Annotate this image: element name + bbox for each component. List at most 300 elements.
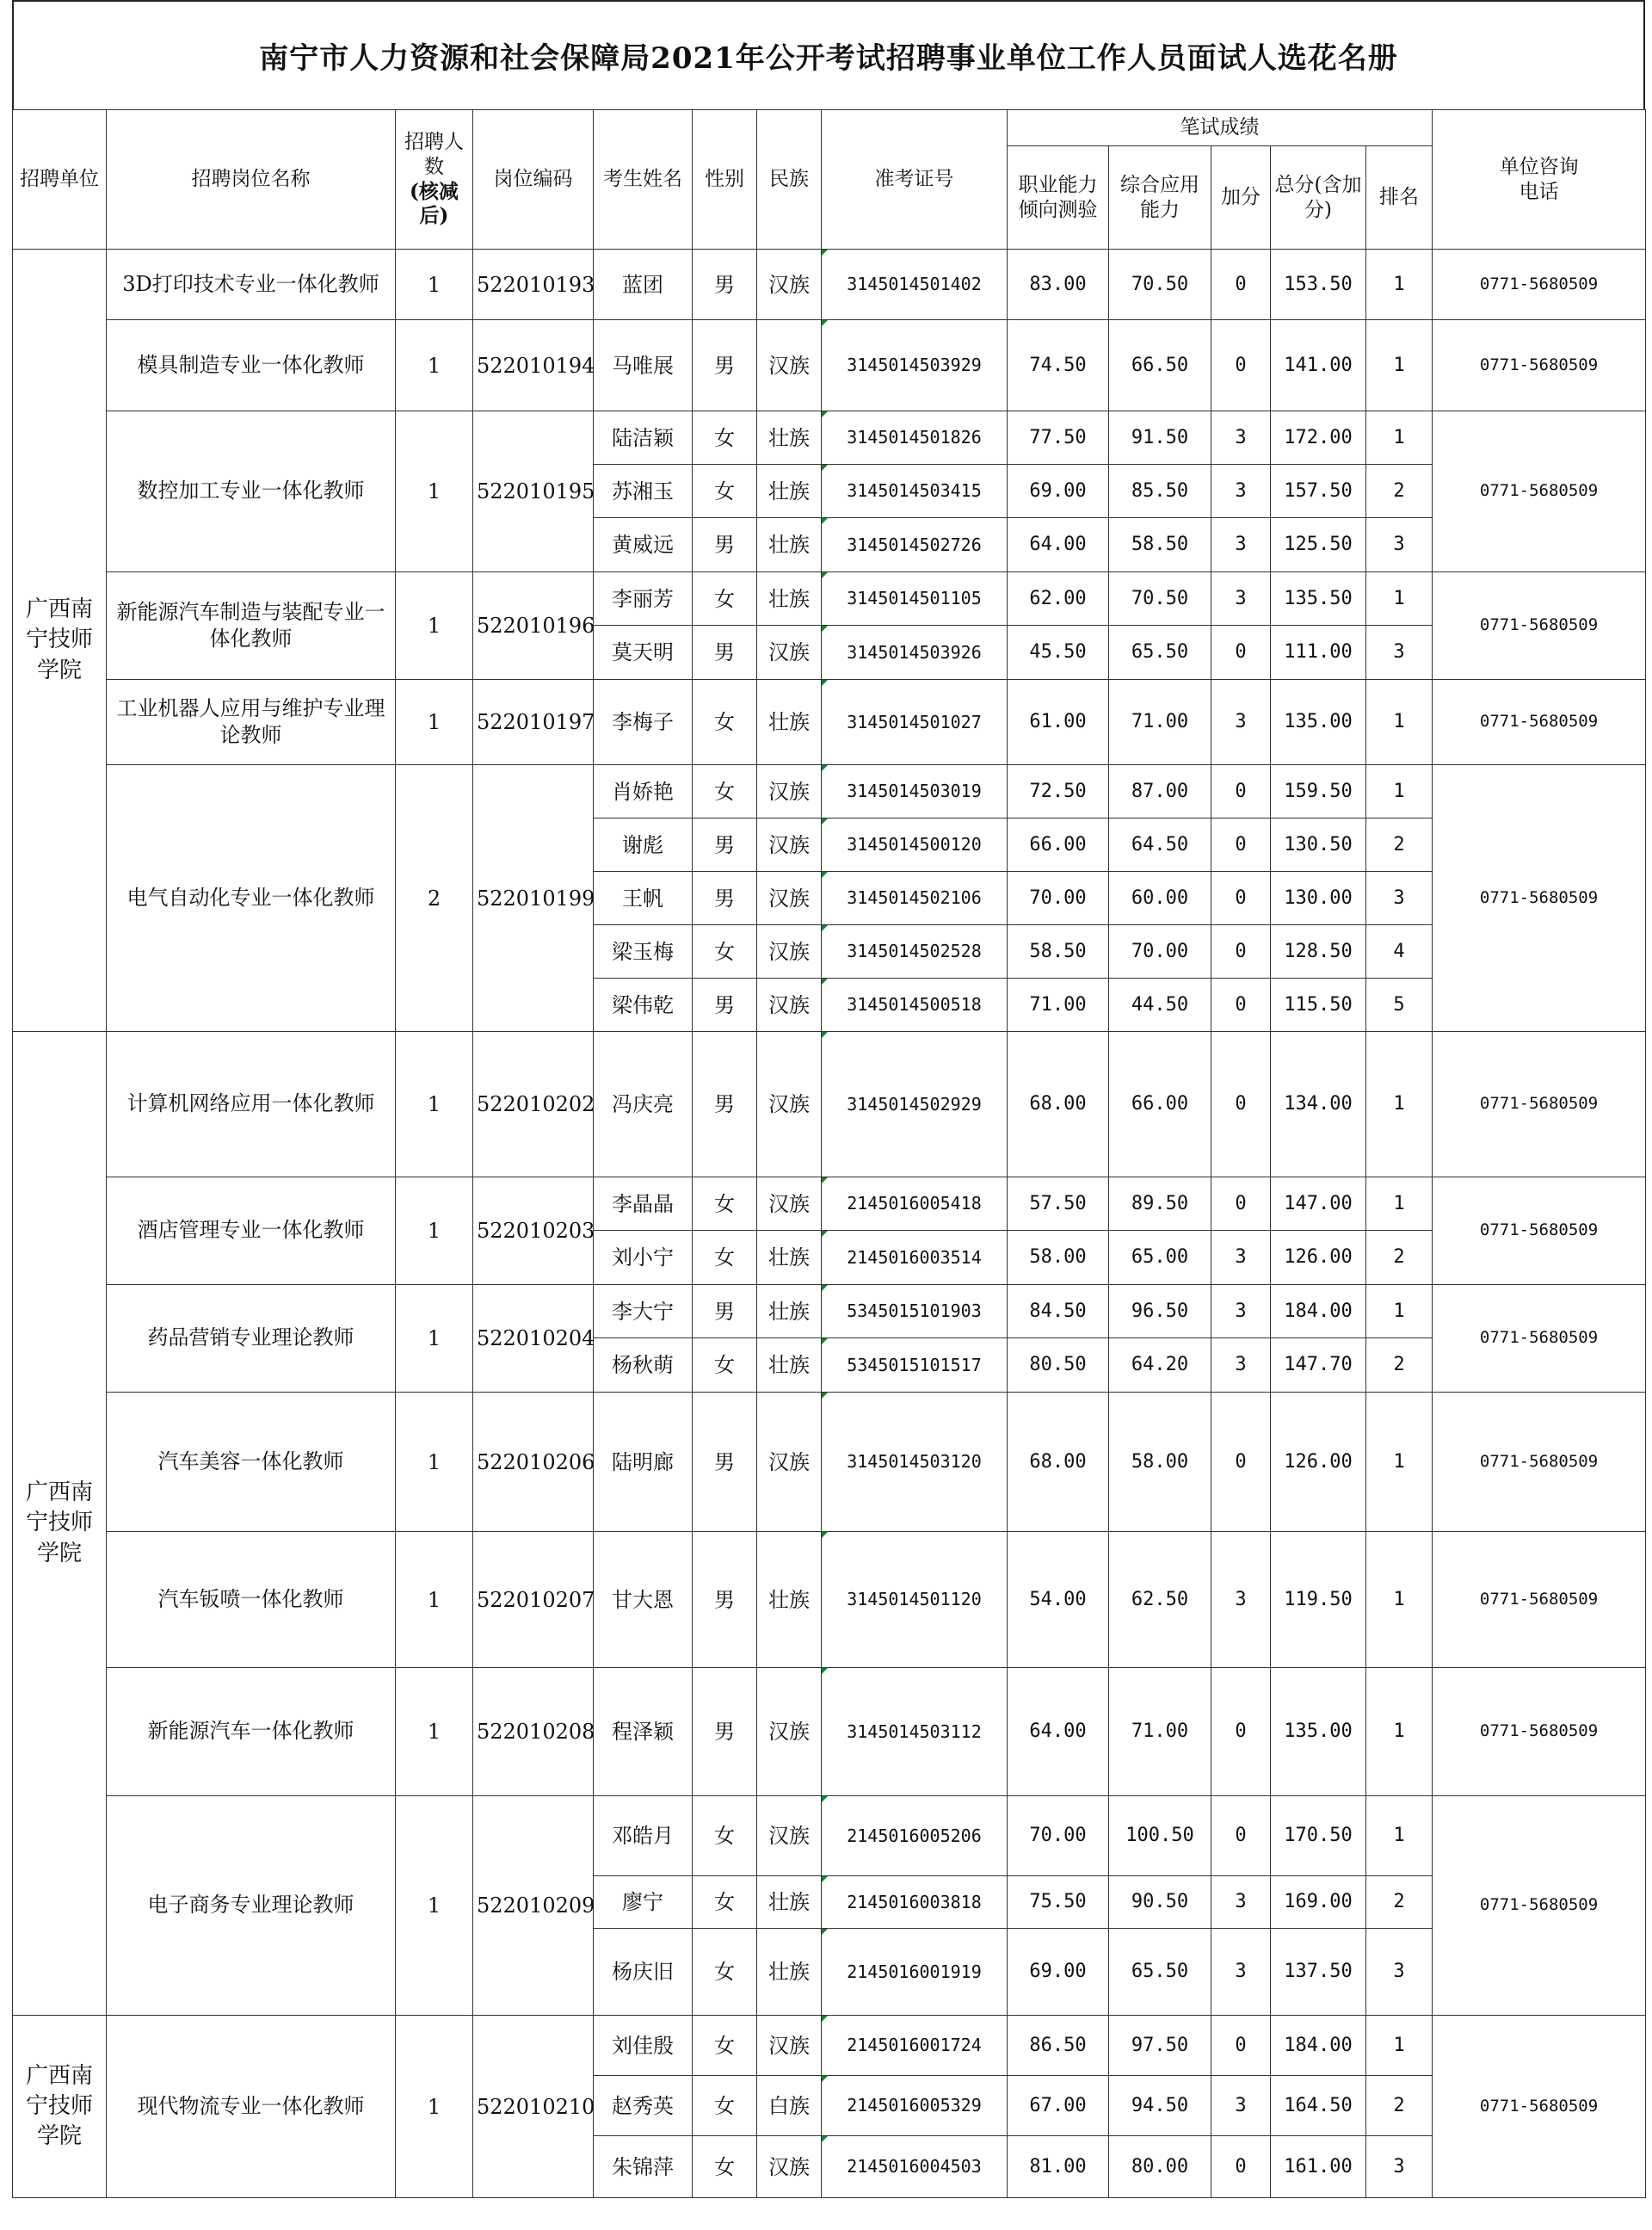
hire-count-cell: 1	[396, 680, 473, 765]
applied-score-cell: 62.50	[1109, 1532, 1211, 1668]
ticket-number-cell: 3145014503112	[822, 1668, 1008, 1796]
rank-cell: 1	[1366, 1177, 1433, 1231]
rank-cell: 1	[1366, 1393, 1433, 1532]
gender-cell: 男	[693, 1668, 757, 1796]
table-row	[13, 1032, 1646, 1177]
header-written-score: 笔试成绩	[1008, 110, 1433, 146]
applied-score-cell: 87.00	[1109, 765, 1211, 818]
position-code-cell: 522010204	[473, 1285, 594, 1393]
total-score-cell: 161.00	[1271, 2136, 1366, 2198]
position-title-cell: 电子商务专业理论教师	[107, 1796, 396, 2016]
applied-score-cell: 96.50	[1109, 1285, 1211, 1338]
table-header	[13, 110, 1646, 250]
ethnicity-cell: 壮族	[757, 1532, 822, 1668]
ticket-number-cell: 3145014503929	[822, 320, 1008, 411]
table-row	[13, 1177, 1646, 1231]
gender-cell: 女	[693, 1231, 757, 1285]
applied-score-cell: 97.50	[1109, 2016, 1211, 2076]
applied-score-cell: 80.00	[1109, 2136, 1211, 2198]
applied-score-cell: 64.20	[1109, 1338, 1211, 1393]
candidate-name-cell: 李丽芳	[594, 572, 693, 626]
total-score-cell: 170.50	[1271, 1796, 1366, 1876]
aptitude-score-cell: 62.00	[1008, 572, 1109, 626]
total-score-cell: 119.50	[1271, 1532, 1366, 1668]
bonus-score-cell: 0	[1211, 1668, 1271, 1796]
applied-score-cell: 94.50	[1109, 2076, 1211, 2136]
candidate-name-cell: 李大宁	[594, 1285, 693, 1338]
hire-count-cell: 1	[396, 1668, 473, 1796]
hire-count-cell: 1	[396, 2016, 473, 2198]
candidate-name-cell: 刘佳殷	[594, 2016, 693, 2076]
table-row	[13, 250, 1646, 320]
applied-score-cell: 85.50	[1109, 465, 1211, 518]
candidate-name-cell: 谢彪	[594, 818, 693, 872]
gender-cell: 男	[693, 320, 757, 411]
aptitude-score-cell: 70.00	[1008, 872, 1109, 925]
ticket-number-cell: 3145014500120	[822, 818, 1008, 872]
candidate-name-cell: 杨庆旧	[594, 1929, 693, 2016]
gender-cell: 女	[693, 680, 757, 765]
bonus-score-cell: 3	[1211, 411, 1271, 465]
ethnicity-cell: 汉族	[757, 250, 822, 320]
ticket-number-cell: 3145014503120	[822, 1393, 1008, 1532]
total-score-cell: 137.50	[1271, 1929, 1366, 2016]
ethnicity-cell: 汉族	[757, 765, 822, 818]
aptitude-score-cell: 57.50	[1008, 1177, 1109, 1231]
ticket-number-cell: 3145014502106	[822, 872, 1008, 925]
contact-phone-cell: 0771-5680509	[1433, 250, 1646, 320]
rank-cell: 3	[1366, 2136, 1433, 2198]
position-title-cell: 电气自动化专业一体化教师	[107, 765, 396, 1032]
aptitude-score-cell: 58.00	[1008, 1231, 1109, 1285]
rank-cell: 1	[1366, 572, 1433, 626]
candidate-name-cell: 梁伟乾	[594, 979, 693, 1032]
hire-count-cell: 1	[396, 411, 473, 572]
ticket-number-cell: 3145014503926	[822, 626, 1008, 680]
total-score-cell: 172.00	[1271, 411, 1366, 465]
ethnicity-cell: 壮族	[757, 1929, 822, 2016]
gender-cell: 男	[693, 818, 757, 872]
gender-cell: 女	[693, 572, 757, 626]
ticket-number-cell: 3145014503019	[822, 765, 1008, 818]
candidate-name-cell: 马唯展	[594, 320, 693, 411]
page-title: 南宁市人力资源和社会保障局2021年公开考试招聘事业单位工作人员面试人选花名册	[259, 41, 1398, 76]
rank-cell: 1	[1366, 320, 1433, 411]
header-count-line-3: (核减	[410, 179, 459, 203]
recruiting-unit-cell: 广西南宁技师学院	[13, 2016, 107, 2198]
total-score-cell: 126.00	[1271, 1231, 1366, 1285]
bonus-score-cell: 0	[1211, 765, 1271, 818]
header-name: 考生姓名	[594, 110, 693, 250]
total-score-cell: 147.70	[1271, 1338, 1366, 1393]
ticket-number-cell: 2145016003514	[822, 1231, 1008, 1285]
aptitude-score-cell: 81.00	[1008, 2136, 1109, 2198]
bonus-score-cell: 0	[1211, 2136, 1271, 2198]
ethnicity-cell: 汉族	[757, 626, 822, 680]
ethnicity-cell: 壮族	[757, 1285, 822, 1338]
bonus-score-cell: 3	[1211, 518, 1271, 572]
bonus-score-cell: 0	[1211, 818, 1271, 872]
header-count-line-2: 数	[424, 155, 444, 178]
position-title-cell: 新能源汽车制造与装配专业一体化教师	[107, 572, 396, 680]
aptitude-score-cell: 64.00	[1008, 1668, 1109, 1796]
total-score-cell: 169.00	[1271, 1876, 1366, 1929]
rank-cell: 4	[1366, 925, 1433, 979]
rank-cell: 1	[1366, 765, 1433, 818]
ticket-number-cell: 3145014501105	[822, 572, 1008, 626]
position-title-cell: 汽车钣喷一体化教师	[107, 1532, 396, 1668]
applied-score-cell: 60.00	[1109, 872, 1211, 925]
contact-phone-cell: 0771-5680509	[1433, 1177, 1646, 1285]
applied-score-cell: 90.50	[1109, 1876, 1211, 1929]
ticket-number-cell: 3145014503415	[822, 465, 1008, 518]
position-code-cell: 522010209	[473, 1796, 594, 2016]
applied-score-cell: 70.50	[1109, 572, 1211, 626]
total-score-cell: 111.00	[1271, 626, 1366, 680]
gender-cell: 女	[693, 411, 757, 465]
ethnicity-cell: 汉族	[757, 1032, 822, 1177]
ticket-number-cell: 2145016003818	[822, 1876, 1008, 1929]
contact-phone-cell: 0771-5680509	[1433, 572, 1646, 680]
rank-cell: 1	[1366, 2016, 1433, 2076]
header-count	[396, 110, 473, 250]
gender-cell: 女	[693, 1177, 757, 1231]
candidate-name-cell: 蓝团	[594, 250, 693, 320]
applied-score-cell: 91.50	[1109, 411, 1211, 465]
applied-score-cell: 65.50	[1109, 1929, 1211, 2016]
candidate-name-cell: 苏湘玉	[594, 465, 693, 518]
rank-cell: 3	[1366, 1929, 1433, 2016]
bonus-score-cell: 0	[1211, 626, 1271, 680]
header-code: 岗位编码	[473, 110, 594, 250]
recruiting-unit-cell: 广西南宁技师学院	[13, 1032, 107, 2016]
roster-sheet	[12, 0, 1645, 2198]
hire-count-cell: 1	[396, 1285, 473, 1393]
position-code-cell: 522010210	[473, 2016, 594, 2198]
total-score-cell: 134.00	[1271, 1032, 1366, 1177]
candidate-name-cell: 邓皓月	[594, 1796, 693, 1876]
aptitude-score-cell: 75.50	[1008, 1876, 1109, 1929]
ethnicity-cell: 壮族	[757, 1338, 822, 1393]
ethnicity-cell: 白族	[757, 2076, 822, 2136]
ticket-number-cell: 3145014502726	[822, 518, 1008, 572]
total-score-cell: 184.00	[1271, 1285, 1366, 1338]
rank-cell: 1	[1366, 680, 1433, 765]
bonus-score-cell: 3	[1211, 2076, 1271, 2136]
candidate-name-cell: 杨秋萌	[594, 1338, 693, 1393]
applied-score-cell: 65.00	[1109, 1231, 1211, 1285]
bonus-score-cell: 0	[1211, 320, 1271, 411]
bonus-score-cell: 3	[1211, 1231, 1271, 1285]
total-score-cell: 125.50	[1271, 518, 1366, 572]
aptitude-score-cell: 72.50	[1008, 765, 1109, 818]
total-score-cell: 153.50	[1271, 250, 1366, 320]
header-applied: 综合应用能力	[1109, 146, 1211, 250]
table-row	[13, 1668, 1646, 1796]
gender-cell: 男	[693, 250, 757, 320]
applied-score-cell: 66.00	[1109, 1032, 1211, 1177]
aptitude-score-cell: 58.50	[1008, 925, 1109, 979]
total-score-cell: 115.50	[1271, 979, 1366, 1032]
header-count-line-1: 招聘人	[404, 131, 464, 153]
rank-cell: 3	[1366, 626, 1433, 680]
candidate-name-cell: 黄威远	[594, 518, 693, 572]
ethnicity-cell: 汉族	[757, 979, 822, 1032]
applied-score-cell: 66.50	[1109, 320, 1211, 411]
gender-cell: 女	[693, 1876, 757, 1929]
applied-score-cell: 71.00	[1109, 1668, 1211, 1796]
position-code-cell: 522010195	[473, 411, 594, 572]
applied-score-cell: 58.50	[1109, 518, 1211, 572]
total-score-cell: 164.50	[1271, 2076, 1366, 2136]
position-title-cell: 药品营销专业理论教师	[107, 1285, 396, 1393]
position-code-cell: 522010193	[473, 250, 594, 320]
total-score-cell: 128.50	[1271, 925, 1366, 979]
rank-cell: 2	[1366, 1876, 1433, 1929]
position-code-cell: 522010203	[473, 1177, 594, 1285]
bonus-score-cell: 0	[1211, 1393, 1271, 1532]
table-row	[13, 2016, 1646, 2076]
gender-cell: 女	[693, 1338, 757, 1393]
contact-phone-cell: 0771-5680509	[1433, 1796, 1646, 2016]
total-score-cell: 147.00	[1271, 1177, 1366, 1231]
position-code-cell: 522010207	[473, 1532, 594, 1668]
candidate-name-cell: 李梅子	[594, 680, 693, 765]
header-ticket: 准考证号	[822, 110, 1008, 250]
ticket-number-cell: 3145014501120	[822, 1532, 1008, 1668]
candidate-name-cell: 陆洁颖	[594, 411, 693, 465]
bonus-score-cell: 3	[1211, 572, 1271, 626]
contact-phone-cell: 0771-5680509	[1433, 680, 1646, 765]
gender-cell: 男	[693, 979, 757, 1032]
position-title-cell: 计算机网络应用一体化教师	[107, 1032, 396, 1177]
position-title-cell: 新能源汽车一体化教师	[107, 1668, 396, 1796]
gender-cell: 女	[693, 1929, 757, 2016]
ticket-number-cell: 3145014502528	[822, 925, 1008, 979]
gender-cell: 男	[693, 1532, 757, 1668]
rank-cell: 5	[1366, 979, 1433, 1032]
ethnicity-cell: 汉族	[757, 818, 822, 872]
header-aptitude: 职业能力倾向测验	[1008, 146, 1109, 250]
hire-count-cell: 2	[396, 765, 473, 1032]
gender-cell: 男	[693, 1285, 757, 1338]
contact-phone-cell: 0771-5680509	[1433, 1668, 1646, 1796]
applied-score-cell: 100.50	[1109, 1796, 1211, 1876]
total-score-cell: 184.00	[1271, 2016, 1366, 2076]
ethnicity-cell: 壮族	[757, 465, 822, 518]
contact-phone-cell: 0771-5680509	[1433, 2016, 1646, 2198]
total-score-cell: 159.50	[1271, 765, 1366, 818]
contact-phone-cell: 0771-5680509	[1433, 1032, 1646, 1177]
gender-cell: 男	[693, 1032, 757, 1177]
ticket-number-cell: 5345015101517	[822, 1338, 1008, 1393]
rank-cell: 1	[1366, 411, 1433, 465]
ethnicity-cell: 汉族	[757, 1393, 822, 1532]
position-title-cell: 酒店管理专业一体化教师	[107, 1177, 396, 1285]
hire-count-cell: 1	[396, 572, 473, 680]
aptitude-score-cell: 69.00	[1008, 465, 1109, 518]
header-bonus: 加分	[1211, 146, 1271, 250]
aptitude-score-cell: 71.00	[1008, 979, 1109, 1032]
gender-cell: 女	[693, 1796, 757, 1876]
hire-count-cell: 1	[396, 1796, 473, 2016]
contact-phone-cell: 0771-5680509	[1433, 1393, 1646, 1532]
ticket-number-cell: 3145014500518	[822, 979, 1008, 1032]
candidate-name-cell: 莫天明	[594, 626, 693, 680]
gender-cell: 女	[693, 765, 757, 818]
aptitude-score-cell: 74.50	[1008, 320, 1109, 411]
rank-cell: 1	[1366, 1032, 1433, 1177]
ticket-number-cell: 5345015101903	[822, 1285, 1008, 1338]
bonus-score-cell: 0	[1211, 2016, 1271, 2076]
contact-phone-cell: 0771-5680509	[1433, 765, 1646, 1032]
ethnicity-cell: 汉族	[757, 872, 822, 925]
rank-cell: 2	[1366, 2076, 1433, 2136]
position-code-cell: 522010196	[473, 572, 594, 680]
hire-count-cell: 1	[396, 1532, 473, 1668]
ethnicity-cell: 壮族	[757, 680, 822, 765]
table-row	[13, 320, 1646, 411]
gender-cell: 女	[693, 2016, 757, 2076]
header-gender: 性别	[693, 110, 757, 250]
ethnicity-cell: 壮族	[757, 518, 822, 572]
candidate-name-cell: 肖娇艳	[594, 765, 693, 818]
contact-phone-cell: 0771-5680509	[1433, 1285, 1646, 1393]
ethnicity-cell: 汉族	[757, 320, 822, 411]
applied-score-cell: 70.50	[1109, 250, 1211, 320]
bonus-score-cell: 0	[1211, 1177, 1271, 1231]
table-row	[13, 1393, 1646, 1532]
ethnicity-cell: 壮族	[757, 572, 822, 626]
ethnicity-cell: 汉族	[757, 2016, 822, 2076]
rank-cell: 2	[1366, 1338, 1433, 1393]
table-row	[13, 1285, 1646, 1338]
bonus-score-cell: 0	[1211, 979, 1271, 1032]
total-score-cell: 135.00	[1271, 1668, 1366, 1796]
aptitude-score-cell: 68.00	[1008, 1393, 1109, 1532]
bonus-score-cell: 3	[1211, 1929, 1271, 2016]
bonus-score-cell: 0	[1211, 1796, 1271, 1876]
aptitude-score-cell: 86.50	[1008, 2016, 1109, 2076]
gender-cell: 女	[693, 2076, 757, 2136]
header-unit: 招聘单位	[13, 110, 107, 250]
bonus-score-cell: 3	[1211, 1532, 1271, 1668]
aptitude-score-cell: 54.00	[1008, 1532, 1109, 1668]
hire-count-cell: 1	[396, 250, 473, 320]
aptitude-score-cell: 45.50	[1008, 626, 1109, 680]
header-position: 招聘岗位名称	[107, 110, 396, 250]
candidate-name-cell: 梁玉梅	[594, 925, 693, 979]
candidate-name-cell: 王帆	[594, 872, 693, 925]
position-title-cell: 工业机器人应用与维护专业理论教师	[107, 680, 396, 765]
bonus-score-cell: 0	[1211, 1032, 1271, 1177]
rank-cell: 2	[1366, 465, 1433, 518]
hire-count-cell: 1	[396, 1393, 473, 1532]
bonus-score-cell: 3	[1211, 1338, 1271, 1393]
position-title-cell: 模具制造专业一体化教师	[107, 320, 396, 411]
contact-phone-cell: 0771-5680509	[1433, 320, 1646, 411]
table-row	[13, 572, 1646, 626]
contact-phone-cell: 0771-5680509	[1433, 1532, 1646, 1668]
aptitude-score-cell: 61.00	[1008, 680, 1109, 765]
rank-cell: 2	[1366, 818, 1433, 872]
rank-cell: 3	[1366, 518, 1433, 572]
position-code-cell: 522010206	[473, 1393, 594, 1532]
rank-cell: 1	[1366, 1532, 1433, 1668]
gender-cell: 男	[693, 626, 757, 680]
gender-cell: 女	[693, 2136, 757, 2198]
position-code-cell: 522010197	[473, 680, 594, 765]
total-score-cell: 157.50	[1271, 465, 1366, 518]
title-box	[12, 0, 1645, 109]
rank-cell: 3	[1366, 872, 1433, 925]
candidate-name-cell: 朱锦萍	[594, 2136, 693, 2198]
candidate-name-cell: 刘小宁	[594, 1231, 693, 1285]
table-row	[13, 411, 1646, 465]
applied-score-cell: 71.00	[1109, 680, 1211, 765]
ethnicity-cell: 汉族	[757, 1668, 822, 1796]
roster-table	[12, 109, 1646, 2198]
position-code-cell: 522010208	[473, 1668, 594, 1796]
ethnicity-cell: 壮族	[757, 1876, 822, 1929]
gender-cell: 男	[693, 872, 757, 925]
rank-cell: 1	[1366, 1668, 1433, 1796]
total-score-cell: 135.00	[1271, 680, 1366, 765]
gender-cell: 女	[693, 465, 757, 518]
contact-phone-cell: 0771-5680509	[1433, 411, 1646, 572]
gender-cell: 男	[693, 1393, 757, 1532]
ethnicity-cell: 汉族	[757, 1796, 822, 1876]
aptitude-score-cell: 80.50	[1008, 1338, 1109, 1393]
applied-score-cell: 65.50	[1109, 626, 1211, 680]
total-score-cell: 130.00	[1271, 872, 1366, 925]
bonus-score-cell: 3	[1211, 680, 1271, 765]
aptitude-score-cell: 64.00	[1008, 518, 1109, 572]
table-row	[13, 765, 1646, 818]
bonus-score-cell: 0	[1211, 925, 1271, 979]
ticket-number-cell: 2145016005206	[822, 1796, 1008, 1876]
recruiting-unit-cell: 广西南宁技师学院	[13, 250, 107, 1032]
applied-score-cell: 64.50	[1109, 818, 1211, 872]
table-row	[13, 1796, 1646, 1876]
total-score-cell: 126.00	[1271, 1393, 1366, 1532]
aptitude-score-cell: 70.00	[1008, 1796, 1109, 1876]
rank-cell: 1	[1366, 1285, 1433, 1338]
candidate-name-cell: 冯庆亮	[594, 1032, 693, 1177]
ethnicity-cell: 汉族	[757, 925, 822, 979]
position-title-cell: 汽车美容一体化教师	[107, 1393, 396, 1532]
ticket-number-cell: 3145014501826	[822, 411, 1008, 465]
bonus-score-cell: 3	[1211, 1285, 1271, 1338]
bonus-score-cell: 3	[1211, 465, 1271, 518]
total-score-cell: 135.50	[1271, 572, 1366, 626]
ticket-number-cell: 2145016005418	[822, 1177, 1008, 1231]
position-title-cell: 现代物流专业一体化教师	[107, 2016, 396, 2198]
bonus-score-cell: 0	[1211, 250, 1271, 320]
table-row	[13, 680, 1646, 765]
candidate-name-cell: 陆明廊	[594, 1393, 693, 1532]
hire-count-cell: 1	[396, 1177, 473, 1285]
ethnicity-cell: 汉族	[757, 1177, 822, 1231]
ethnicity-cell: 壮族	[757, 411, 822, 465]
header-rank: 排名	[1366, 146, 1433, 250]
total-score-cell: 141.00	[1271, 320, 1366, 411]
position-title-cell: 数控加工专业一体化教师	[107, 411, 396, 572]
bonus-score-cell: 0	[1211, 872, 1271, 925]
gender-cell: 女	[693, 925, 757, 979]
position-code-cell: 522010202	[473, 1032, 594, 1177]
position-title-cell: 3D打印技术专业一体化教师	[107, 250, 396, 320]
